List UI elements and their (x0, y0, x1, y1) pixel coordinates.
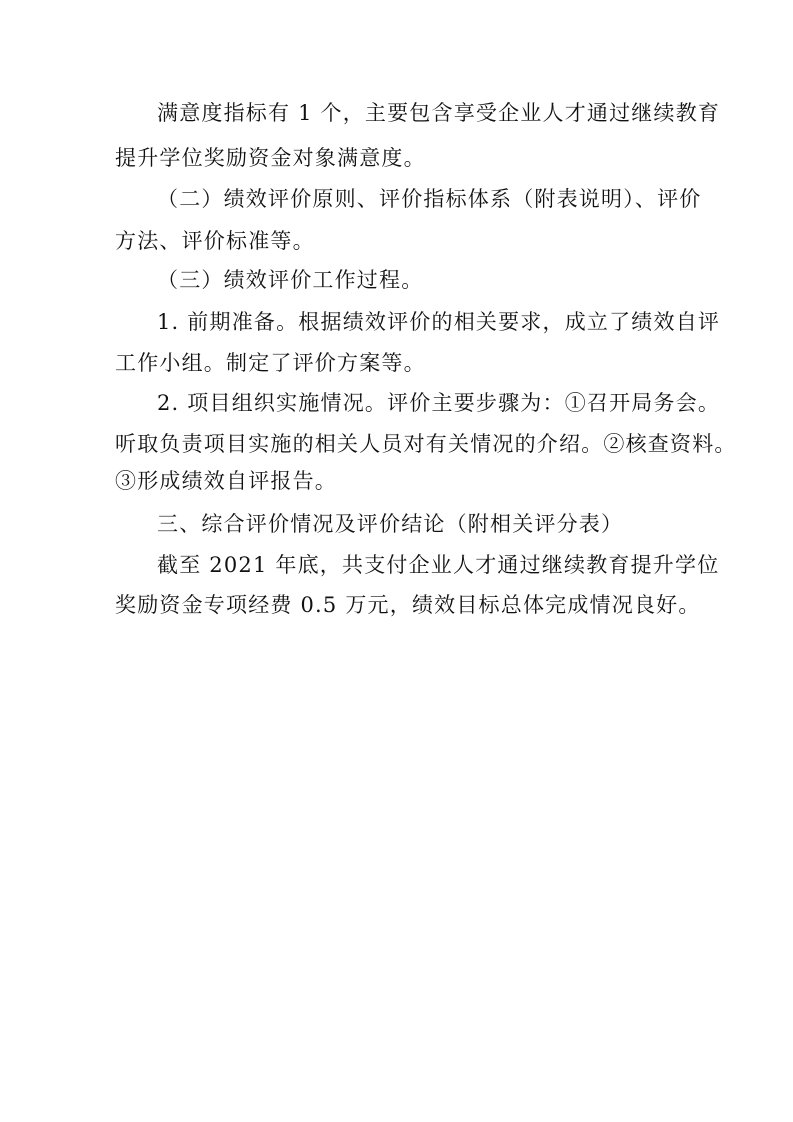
paragraph-2-line-2: 方法、评价标准等。 (115, 229, 315, 253)
paragraph-2-line-1: （二）绩效评价原则、评价指标体系（附表说明）、评价 (157, 187, 702, 211)
paragraph-4-line-1: 1. 前期准备。根据绩效评价的相关要求，成立了绩效自评 (157, 310, 721, 334)
paragraph-1-line-1: 满意度指标有 1 个，主要包含享受企业人才通过继续教育 (157, 101, 721, 125)
paragraph-7-line-1: 截至 2021 年底，共支付企业人才通过继续教育提升学位 (157, 553, 720, 577)
paragraph-5-line-3: ③形成绩效自评报告。 (115, 469, 337, 493)
paragraph-4-line-2: 工作小组。制定了评价方案等。 (115, 351, 426, 375)
paragraph-5-line-1: 2. 项目组织实施情况。评价主要步骤为：①召开局务会。 (157, 391, 721, 415)
paragraph-5-line-2: 听取负责项目实施的相关人员对有关情况的介绍。②核查资料。 (115, 432, 737, 456)
paragraph-7-line-2: 奖励资金专项经费 0.5 万元，绩效目标总体完成情况良好。 (115, 593, 701, 617)
paragraph-3-line-1: （三）绩效评价工作过程。 (157, 268, 424, 292)
paragraph-1-line-2: 提升学位奖励资金对象满意度。 (115, 146, 426, 170)
section-heading: 三、综合评价情况及评价结论（附相关评分表） (157, 512, 624, 536)
